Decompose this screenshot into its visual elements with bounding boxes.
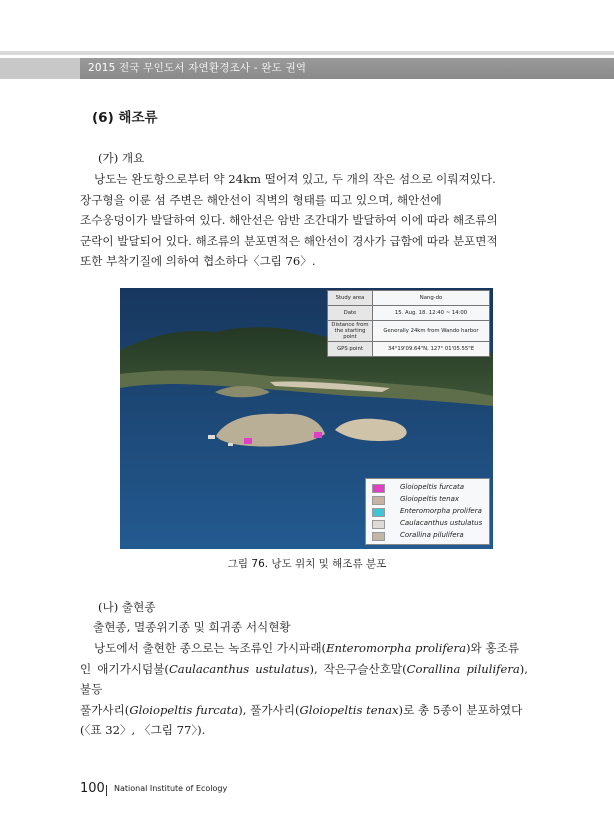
legend-swatch: [372, 508, 385, 517]
gloiopeltis-furcata-marker: [314, 432, 322, 438]
study-info-table: [327, 290, 490, 357]
header-left-band: [0, 58, 80, 79]
legend-swatch: [372, 532, 385, 541]
table-value: Generally 24km from Wando harbor: [373, 321, 490, 342]
footer-divider: [106, 785, 107, 796]
legend-label: Enteromorpha prolifera: [400, 507, 482, 515]
body-line: 낭도는 완도항으로부터 약 24km 떨어져 있고, 두 개의 작은 섬으로 이뤄져있다.: [94, 172, 496, 186]
table-row: [328, 342, 490, 357]
caulacanthus-marker: [228, 443, 233, 446]
legend-item: [372, 482, 487, 493]
part-a-heading: (가) 개요: [98, 151, 145, 165]
legend-item: [372, 530, 487, 541]
legend-label: Gloiopeltis tenax: [400, 495, 460, 503]
running-header: 2015 전국 무인도서 자연환경조사 - 완도 권역: [88, 62, 307, 74]
footer-org: National Institute of Ecology: [114, 784, 228, 793]
part-b-subheading: 출현종, 멸종위기종 및 희귀종 서식현황: [93, 620, 291, 634]
legend-swatch: [372, 484, 385, 493]
body-line: 풀가사리(Gloiopeltis furcata), 풀가사리(Gloiopeltis tenax)로 총 5종이 분포하였다: [80, 702, 523, 717]
table-key: Date: [328, 306, 373, 321]
part-b-body: [80, 638, 528, 741]
table-value: 34°19'09.64"N, 127° 01'05.55"E: [373, 342, 490, 357]
table-key: GPS point: [328, 342, 373, 357]
table-row: [328, 306, 490, 321]
part-b-heading: (나) 출현종: [98, 600, 156, 614]
body-line: (〈표 32〉, 〈그림 77〉).: [80, 723, 206, 738]
part-a-body: [80, 169, 528, 272]
body-line: 장구형을 이룬 섬 주변은 해안선이 직벽의 형태를 띠고 있으며, 해안선에: [80, 192, 442, 207]
legend-item: [372, 518, 487, 529]
gloiopeltis-furcata-marker: [244, 438, 252, 444]
body-line: 또한 부착기질에 의하여 협소하다〈그림 76〉.: [80, 254, 316, 269]
table-row: [328, 291, 490, 306]
table-key: Study area: [328, 291, 373, 306]
table-row: [328, 321, 490, 342]
section-title: (6) 해조류: [92, 110, 158, 126]
legend-swatch: [372, 496, 385, 505]
table-value: Nang-do: [373, 291, 490, 306]
legend-label: Corallina pilulifera: [400, 531, 464, 539]
legend-label: Gloiopeltis furcata: [400, 483, 465, 491]
body-line: 조수웅덩이가 발달하여 있다. 해안선은 암반 조간대가 발달하여 이에 따라 해조류의: [80, 213, 498, 228]
header-top-rule: [0, 51, 614, 55]
caulacanthus-marker: [208, 435, 215, 439]
species-legend: [365, 478, 490, 545]
table-value: 15. Aug. 18. 12:40 ~ 14:00: [373, 306, 490, 321]
figure-caption: 그림 76. 낭도 위치 및 해조류 분포: [227, 558, 387, 570]
body-line: 인 애기가시덤불(Caulacanthus ustulatus), 작은구슬산호말(Corallina pilulifera), 불등: [80, 661, 528, 697]
legend-item: [372, 506, 487, 517]
page-number: 100: [80, 781, 105, 796]
body-line: 군락이 발달되어 있다. 해조류의 분포면적은 해안선이 경사가 급함에 따라 분포면적: [80, 233, 498, 248]
table-key: Distance from the starting point: [328, 321, 373, 342]
legend-label: Caulacanthus ustulatus: [400, 519, 483, 527]
island-figure: [120, 288, 493, 549]
legend-item: [372, 494, 487, 505]
legend-swatch: [372, 520, 385, 529]
body-line: 낭도에서 출현한 종으로는 녹조류인 가시파래(Enteromorpha prolifera)와 홍조류: [94, 641, 520, 655]
